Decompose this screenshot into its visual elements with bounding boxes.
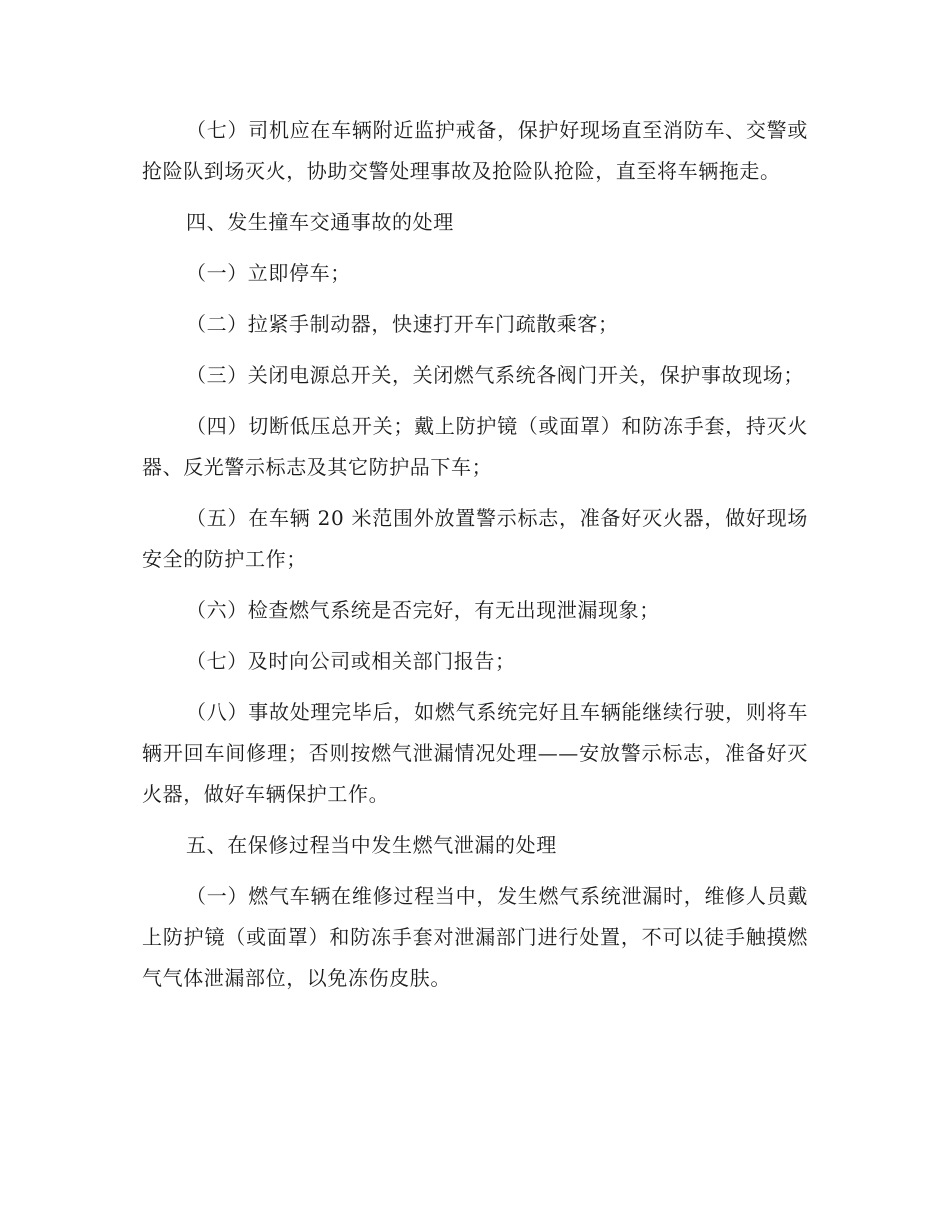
paragraph-1-maintenance-leak: （一）燃气车辆在维修过程当中，发生燃气系统泄漏时，维修人员戴上防护镜（或面罩）和防冻手套对泄漏部门进行处置，不可以徒手触摸燃气气体泄漏部位，以免冻伤皮肤。: [142, 884, 808, 990]
paragraph-5-warning-sign: （五）在车辆 20 米范围外放置警示标志，准备好灭火器，做好现场安全的防护工作；: [142, 506, 808, 571]
paragraph-7-driver-guard: （七）司机应在车辆附近监护戒备，保护好现场直至消防车、交警或抢险队到场灭火，协助交警处理事故及抢险队抢险，直至将车辆拖走。: [142, 118, 808, 183]
document-body: [142, 110, 808, 1009]
section-heading-collision: 四、发生撞车交通事故的处理: [186, 210, 454, 234]
paragraph-8-after-handling: （八）事故处理完毕后，如燃气系统完好且车辆能继续行驶，则将车辆开回车间修理；否则按燃气泄漏情况处理——安放警示标志，准备好灭火器，做好车辆保护工作。: [142, 700, 808, 806]
paragraph-7-report: （七）及时向公司或相关部门报告；: [186, 649, 516, 673]
paragraph-4-protective-gear: （四）切断低压总开关；戴上防护镜（或面罩）和防冻手套，持灭火器、反光警示标志及其它防护品下车；: [142, 414, 808, 479]
paragraph-3-power-off: （三）关闭电源总开关，关闭燃气系统各阀门开关，保护事故现场；: [186, 363, 804, 387]
paragraph-1-stop: （一）立即停车；: [186, 261, 351, 285]
paragraph-2-handbrake: （二）拉紧手制动器，快速打开车门疏散乘客；: [186, 312, 619, 336]
paragraph-6-check-gas: （六）检查燃气系统是否完好，有无出现泄漏现象；: [186, 598, 660, 622]
section-heading-maintenance-leak: 五、在保修过程当中发生燃气泄漏的处理: [186, 833, 557, 857]
